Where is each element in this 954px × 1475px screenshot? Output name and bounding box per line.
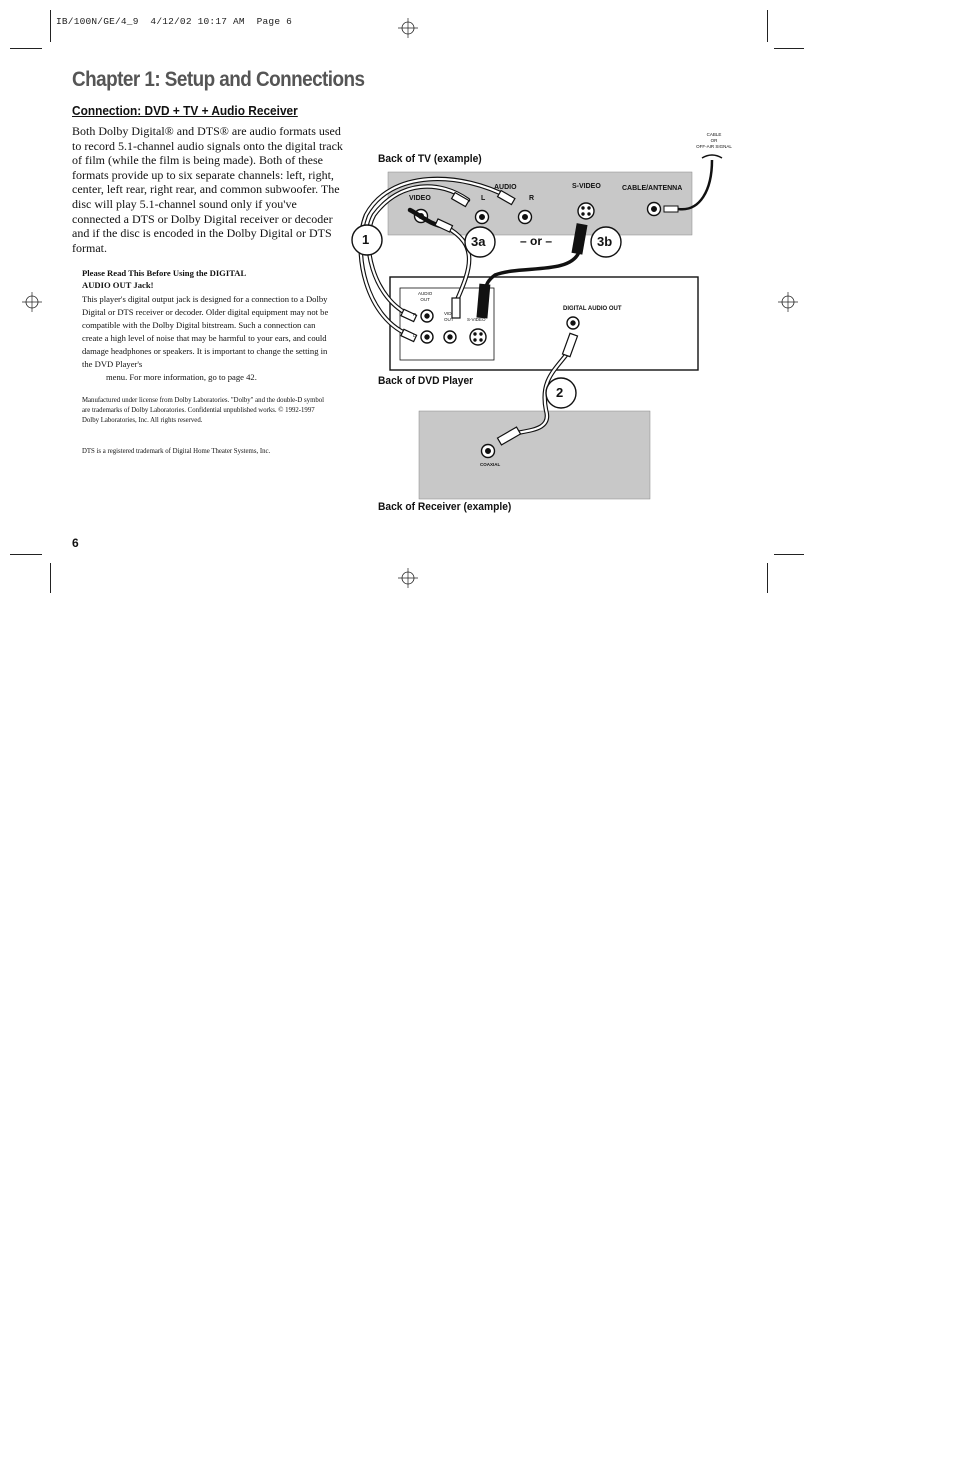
printer-slug: IB/100N/GE/4_9 4/12/02 10:17 AM Page 6 <box>56 16 293 27</box>
dvd-video-out-line1: VID <box>444 311 452 316</box>
chapter-title: Chapter 1: Setup and Connections <box>72 68 365 91</box>
or-label: – or – <box>520 234 553 248</box>
step-3b-label: 3b <box>597 234 613 249</box>
dvd-audio-out-line2: OUT <box>420 296 430 302</box>
note-heading-line2: AUDIO OUT Jack! <box>82 280 154 290</box>
tv-audio-label: AUDIO <box>494 184 517 191</box>
note-heading-line1: Please Read This Before Using the DIGITAL <box>82 268 247 278</box>
dvd-audio-l-jack <box>421 331 433 343</box>
dvd-svideo-label: S-VIDEO <box>467 317 486 322</box>
dvd-svideo-jack <box>470 329 486 345</box>
dolby-trademark: Manufactured under license from Dolby Laboratories. "Dolby" and the double-D symbol are trademarks of Dolby Laboratories. Confidential unpublished works. © 1992-1997 Dolby Laboratories, Inc. All rights reserved. <box>82 397 325 425</box>
receiver-coaxial-label: COAXIAL <box>480 462 501 467</box>
cable-signal-line1: CABLE <box>706 132 722 137</box>
tv-svideo-label: S-VIDEO <box>572 183 601 190</box>
dvd-l-label: L <box>413 333 416 338</box>
step-3a-label: 3a <box>471 234 486 249</box>
note-body-text: This player's digital output jack is designed for a connection to a Dolby Digital or DTS receiver or decoder. Older digital equipment may not be compatible with the Dolby Digital bitstream. Such a connection can create a high level of noise that may be harmful to your ears, and could damage headphones or speakers. It is important to change the setting in the DVD Player's <box>82 294 329 369</box>
tv-svideo-jack <box>578 203 594 219</box>
cable-signal-label <box>694 132 734 150</box>
section-title: Connection: DVD + TV + Audio Receiver <box>72 103 298 118</box>
dvd-audio-out-line1: AUDIO <box>418 291 433 296</box>
tv-label: Back of TV (example) <box>378 153 482 165</box>
dvd-audio-out-label <box>418 291 432 302</box>
cable-signal-line3: OFF-AIR SIGNAL <box>696 144 732 149</box>
receiver-label: Back of Receiver (example) <box>378 501 512 513</box>
receiver-coaxial-jack <box>482 445 495 458</box>
step-2-label: 2 <box>556 385 564 400</box>
dvd-video-jack <box>444 331 456 343</box>
tv-antenna-label: CABLE/ANTENNA <box>622 185 683 192</box>
dvd-label: Back of DVD Player <box>378 375 474 387</box>
connection-diagram <box>0 0 954 600</box>
dvd-video-out-label <box>444 311 454 322</box>
dvd-digital-audio-jack <box>567 317 579 329</box>
dvd-digital-audio-label: DIGITAL AUDIO OUT <box>563 306 622 312</box>
tv-video-label: VIDEO <box>409 195 431 202</box>
step-1-label: 1 <box>362 232 370 247</box>
page-number: 6 <box>72 536 79 550</box>
dts-trademark: DTS is a registered trademark of Digital Home Theater Systems, Inc. <box>82 448 271 455</box>
dvd-audio-r-jack <box>421 310 433 322</box>
tv-l-label: L <box>481 195 486 202</box>
dvd-r-label: R <box>413 312 417 317</box>
intro-paragraph: Both Dolby Digital® and DTS® are audio formats used to record 5.1-channel audio signals onto the digital track of film (while the film is being made). Both of these formats provide up to six separate channels: left, right, center, left rear, right rear, and common subwoofer. The disc will play 5.1-channel sound only if you've connected a DTS or Dolby Digital receiver or decoder and if the disc is encoded in the Dolby Digital or DTS format. <box>72 124 343 255</box>
tv-audio-l-jack <box>476 211 489 224</box>
tv-audio-r-jack <box>519 211 532 224</box>
tv-r-label: R <box>529 195 535 202</box>
dvd-video-out-line2: OUT <box>444 316 454 322</box>
cable-signal-line2: OR <box>710 138 718 143</box>
receiver-back-panel <box>419 411 650 499</box>
note-body-last: menu. For more information, go to page 42. <box>106 372 257 382</box>
